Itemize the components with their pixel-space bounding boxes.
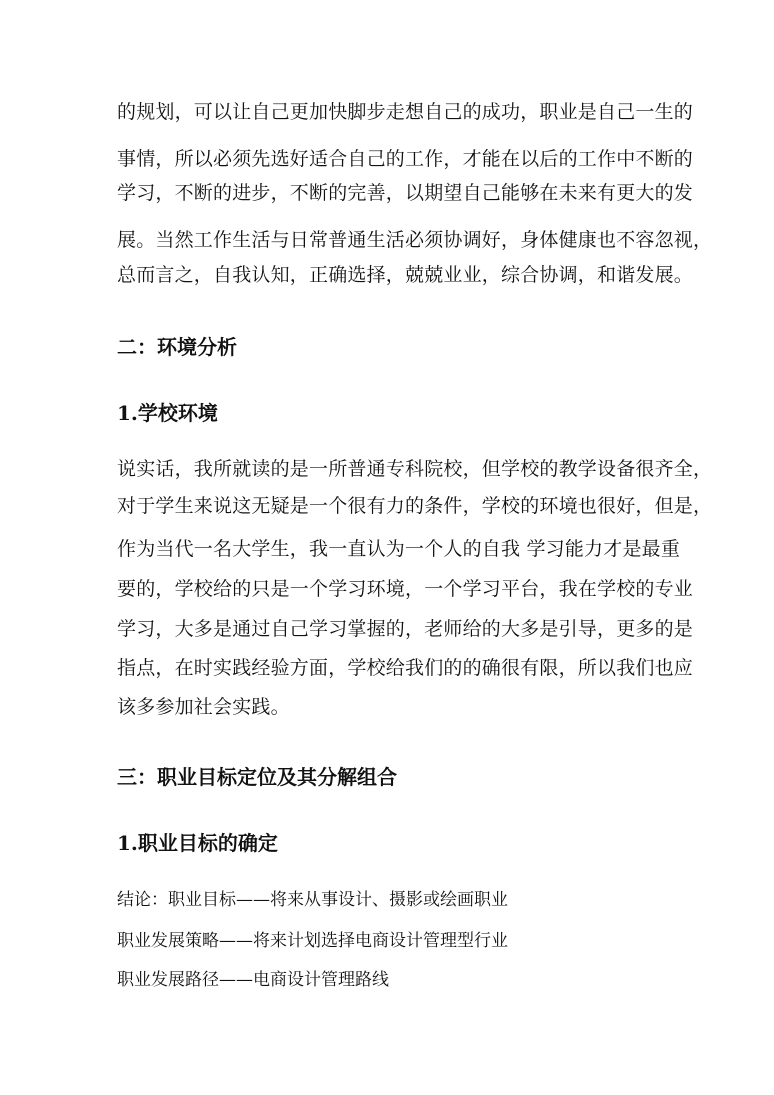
paragraph2-line-6: 指点，在时实践经验方面，学校给我们的的确很有限，所以我们也应 [117, 657, 694, 679]
paragraph1-line-1: 的规划，可以让自己更加快脚步走想自己的成功，职业是自己一生的 [117, 101, 694, 123]
paragraph2-line-5: 学习，大多是通过自己学习掌握的，老师给的大多是引导，更多的是 [117, 618, 694, 640]
section3-heading: 三：职业目标定位及其分解组合 [117, 765, 397, 789]
paragraph2-line-1: 说实话，我所就读的是一所普通专科院校，但学校的教学设备很齐全， [117, 458, 713, 480]
paragraph1-line-4: 展。当然工作生活与日常普通生活必须协调好，身体健康也不容忽视， [117, 229, 713, 251]
section2-subheading: 1.学校环境 [117, 401, 218, 425]
section2-heading: 二：环境分析 [117, 335, 237, 359]
paragraph2-line-7: 该多参加社会实践。 [117, 696, 290, 718]
section3-subheading: 1.职业目标的确定 [117, 831, 278, 855]
paragraph2-line-2: 对于学生来说这无疑是一个很有力的条件，学校的环境也很好，但是， [117, 495, 713, 517]
paragraph1-line-2: 事情，所以必须先选好适合自己的工作，才能在以后的工作中不断的 [117, 148, 694, 170]
paragraph2-line-3: 作为当代一名大学生，我一直认为一个人的自我 学习能力才是最重 [117, 538, 681, 560]
paragraph2-line-4: 要的，学校给的只是一个学习环境，一个学习平台，我在学校的专业 [117, 578, 694, 600]
paragraph1-line-3: 学习，不断的进步，不断的完善，以期望自己能够在未来有更大的发 [117, 182, 694, 204]
paragraph1-line-5: 总而言之，自我认知，正确选择，兢兢业业，综合协调，和谐发展。 [117, 264, 694, 286]
conclusion-line-1: 结论：职业目标——将来从事设计、摄影或绘画职业 [117, 890, 508, 910]
conclusion-line-2: 职业发展策略——将来计划选择电商设计管理型行业 [117, 931, 508, 951]
conclusion-line-3: 职业发展路径——电商设计管理路线 [117, 970, 389, 990]
